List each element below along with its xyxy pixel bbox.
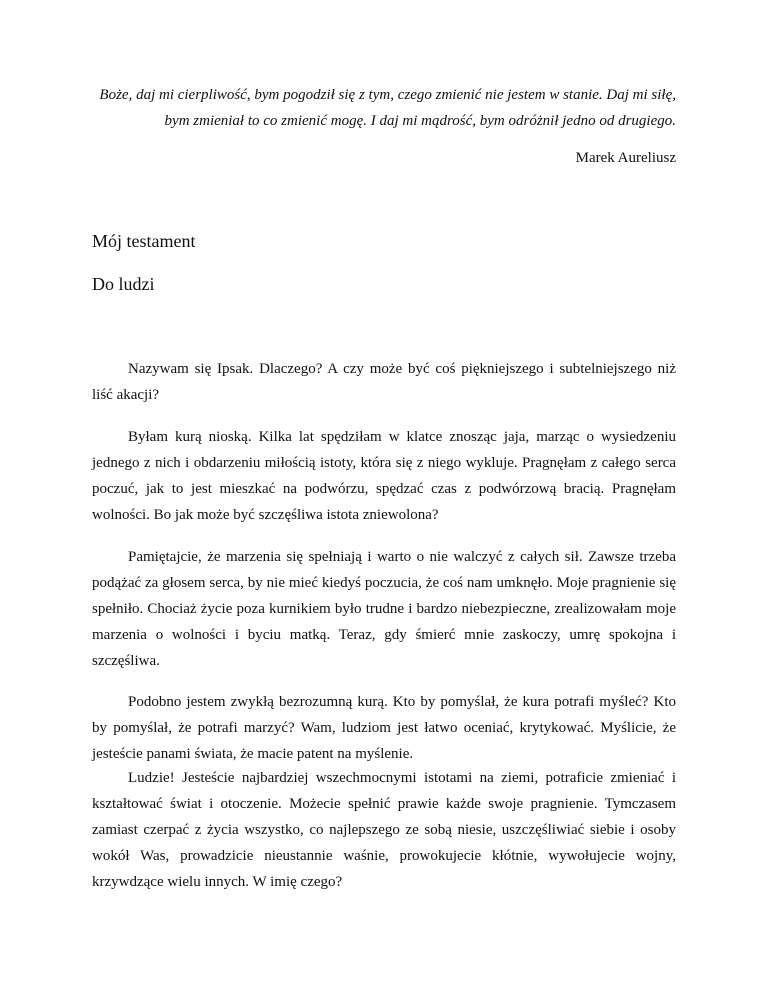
paragraph: Nazywam się Ipsak. Dlaczego? A czy może być coś piękniejszego i subtelniejszego niż liść akacji? (92, 361, 676, 403)
paragraph: Pamiętajcie, że marzenia się spełniają i warto o nie walczyć z całych sił. Zawsze trzeba podążać za głosem serca, by nie mieć kiedyś poczucia, że coś nam umknęło. Moje pragnienie się spełniło. Chociaż życie poza kurnikiem było trudne i bardzo niebezpieczne, zrealizowałam moje marzenia o wolności i byciu matką. Teraz, gdy śmierć mnie zaskoczy, umrę spokojna i szczęśliwa. (92, 549, 676, 669)
epigraph-author: Marek Aureliusz (575, 150, 676, 166)
paragraph: Podobno jestem zwykłą bezrozumną kurą. Kto by pomyślał, że kura potrafi myśleć? Kto by pomyślał, że potrafi marzyć? Wam, ludziom jest łatwo oceniać, krytykować. Myślicie, że jesteście panami świata, że macie patent na myślenie. (92, 694, 676, 762)
document-title: Mój testament (92, 231, 196, 251)
epigraph (92, 82, 676, 134)
paragraph: Ludzie! Jesteście najbardziej wszechmocnymi istotami na ziemi, potraficie zmieniać i kształtować świat i otoczenie. Możecie spełnić prawie każde swoje pragnienie. Tymczasem zamiast czerpać z życia wszystko, co najlepszego ze sobą niesie, uszczęśliwiać siebie i osoby wokół Was, prowadzicie nieustannie waśnie, prowokujecie kłótnie, wywołujecie wojny, krzywdzące wielu innych. W imię czego? (92, 770, 676, 890)
document-subtitle: Do ludzi (92, 274, 155, 294)
paragraph: Byłam kurą nioską. Kilka lat spędziłam w klatce znosząc jaja, marząc o wysiedzeniu jednego z nich i obdarzeniu miłością istoty, która się z niego wykluje. Pragnęłam z całego serca poczuć, jak to jest mieszkać na podwórzu, spędzać czas z podwórzową bracią. Pragnęłam wolności. Bo jak może być szczęśliwa istota zniewolona? (92, 429, 676, 523)
epigraph-quote: Boże, daj mi cierpliwość, bym pogodził się z tym, czego zmienić nie jestem w stanie. Daj mi siłę, bym zmieniał to co zmienić mogę. I daj mi mądrość, bym odróżnił jedno od drugiego. (99, 87, 676, 129)
